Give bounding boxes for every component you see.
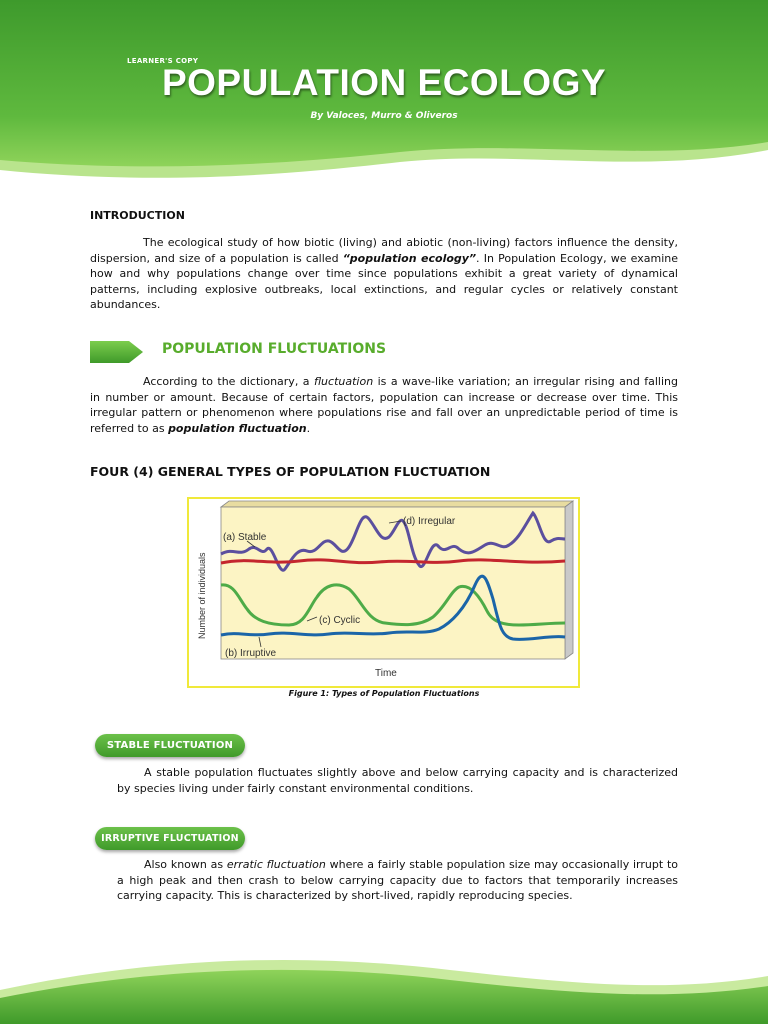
fluctuation-types-figure	[187, 497, 580, 688]
footer-wave-banner	[0, 950, 768, 1024]
page-header	[0, 0, 768, 190]
figure-caption: Figure 1: Types of Population Fluctuations	[288, 689, 480, 698]
emphasis-population-ecology: “population ecology”	[342, 251, 477, 265]
box-side-face	[565, 501, 573, 659]
population-fluctuations-heading: POPULATION FLUCTUATIONS	[162, 341, 387, 357]
text-run: Also known as	[144, 858, 227, 871]
text-run: .	[306, 421, 311, 435]
authors-line: By Valoces, Murro & Oliveros	[310, 111, 458, 121]
document-title: POPULATION ECOLOGY	[161, 62, 607, 103]
text-run: According to the dictionary, a	[143, 375, 314, 388]
four-types-heading: FOUR (4) GENERAL TYPES OF POPULATION FLUCTUATION	[90, 464, 491, 479]
stable-fluctuation-label: STABLE FLUCTUATION	[95, 734, 245, 757]
stable-fluctuation-paragraph: A stable population fluctuates slightly above and below carrying capacity and is characterized by species living under fairly constant environmental conditions.	[117, 766, 678, 795]
text-run: where a fairly stable population size may occasionally irrupt to a high peak and then crash to below carrying capacity due to factors that temporarily increases carrying capacity. This is characterized by short-lived, rapidly reproducing species.	[117, 858, 678, 902]
emphasis-population-fluctuation: population fluctuation	[168, 421, 307, 435]
fluctuation-curves-diagram	[189, 499, 578, 686]
number-of-individuals-axis-label: Number of individuals	[197, 552, 207, 639]
emphasis-fluctuation: fluctuation	[313, 375, 374, 388]
box-top-face	[221, 501, 573, 507]
text-run: The ecological study of how biotic (living) and abiotic (non-living) factors influence the density, dispersion, and size of a population is called	[90, 236, 678, 265]
population-fluctuations-paragraph	[90, 374, 678, 436]
irruptive-fluctuation-paragraph	[117, 857, 678, 904]
irruptive-fluctuation-label: IRRUPTIVE FLUCTUATION	[95, 827, 245, 850]
text-run: . In Population Ecology, we examine how and why populations change over time since populations exhibit a great variety of dynamical patterns, including explosive outbreaks, local extinctions, and regular cycles or relatively constant abundances.	[90, 251, 678, 311]
introduction-heading: INTRODUCTION	[90, 209, 185, 222]
irregular-curve-label: (d) Irregular	[403, 516, 456, 527]
learners-copy-label: LEARNER'S COPY	[127, 57, 199, 65]
introduction-paragraph	[90, 235, 678, 313]
irruptive-curve-label: (b) Irruptive	[225, 648, 277, 659]
stable-curve-label: (a) Stable	[223, 532, 267, 543]
text-run: is a wave-like variation; an irregular rising and falling in number or amount. Because of certain factors, population can increase or decrease over time. This irregular pattern or phenomenon where populations rise and fall over an unpredictable period of time is referred to as	[90, 375, 678, 435]
cyclic-curve-label: (c) Cyclic	[319, 615, 361, 626]
arrow-tab-icon	[89, 339, 145, 365]
emphasis-erratic-fluctuation: erratic fluctuation	[226, 858, 326, 871]
time-axis-label: Time	[375, 668, 397, 679]
